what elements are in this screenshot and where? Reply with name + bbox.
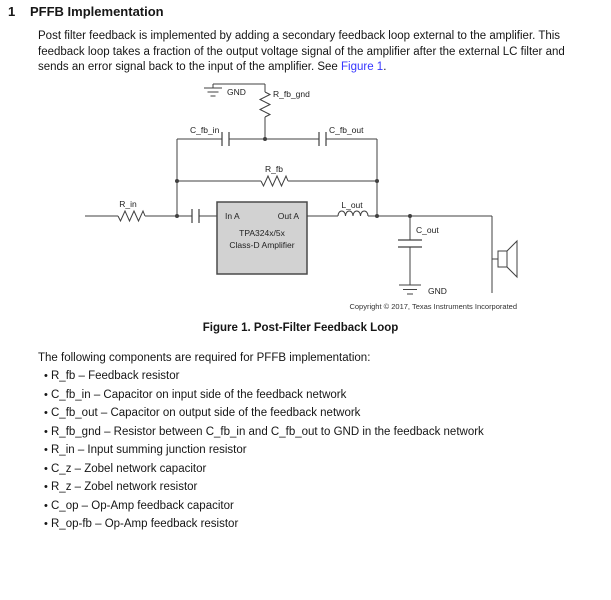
figure-caption: Figure 1. Post-Filter Feedback Loop [202,321,399,334]
label-gnd-bottom: GND [428,285,447,296]
list-item-text: C_op – Op-Amp feedback capacitor [51,499,234,512]
list-item [38,441,583,460]
intro-text-after: . [383,61,387,73]
section-title: PFFB Implementation [30,4,164,19]
label-amp-part: TPA324x/5x [239,227,285,238]
figure-1-link[interactable]: Figure 1 [341,61,384,73]
bullet-icon: • [44,481,48,493]
inductor-l-out [307,211,492,216]
label-out-a: Out A [277,210,299,221]
components-intro: The following components are required for PFFB implementation: [38,351,371,364]
label-r-fb-gnd: R_fb_gnd [273,88,310,99]
junction-dot [263,137,267,141]
list-item [38,386,583,405]
label-c-fb-out: C_fb_out [329,124,364,135]
bullet-icon: • [44,462,48,475]
list-item-text: R_fb_gnd – Resistor between C_fb_in and C_fb_out to GND in the feedback network [51,425,484,438]
list-item-text: C_fb_in – Capacitor on input side of the feedback network [51,388,347,401]
copyright-notice: Copyright © 2017, Texas Instruments Incorporated [349,301,517,311]
ground-symbol-top [204,84,222,96]
list-item [38,367,583,386]
list-item-text: C_z – Zobel network capacitor [51,462,207,475]
list-item [38,515,583,534]
section-heading [0,4,611,20]
list-item-text: R_fb – Feedback resistor [51,370,180,382]
bullet-icon: • [44,388,48,401]
list-item [38,423,583,442]
intro-paragraph [38,29,583,76]
label-c-out: C_out [416,224,439,235]
resistor-r-fb-gnd [260,84,270,139]
label-in-a: In A [225,210,240,221]
bullet-icon: • [44,370,48,382]
junction-dot [175,214,179,218]
list-item-text: R_op-fb – Op-Amp feedback resistor [51,518,239,530]
label-amp-type: Class-D Amplifier [229,239,295,250]
components-list [38,367,583,534]
junction-dot [375,179,379,183]
label-c-fb-in: C_fb_in [190,124,220,135]
list-item [38,460,583,479]
bullet-icon: • [44,518,48,530]
bullet-icon: • [44,407,48,419]
list-item-text: C_fb_out – Capacitor on output side of the feedback network [51,407,361,419]
resistor-r-fb [177,176,377,186]
ground-symbol-bottom [399,285,421,294]
list-item-text: R_z – Zobel network resistor [51,481,198,493]
speaker-icon [492,216,517,293]
circuit-diagram [0,81,611,313]
label-r-fb: R_fb [265,163,283,174]
capacitor-c-fb-in [222,132,229,146]
list-item [38,497,583,516]
label-r-in: R_in [119,198,137,209]
capacitor-input [192,209,217,223]
junction-dot [375,214,379,218]
capacitor-c-fb-out [319,132,326,146]
label-l-out: L_out [341,199,363,210]
bullet-icon: • [44,499,48,512]
list-item [38,404,583,423]
label-gnd-top: GND [227,86,246,97]
junction-dot [175,179,179,183]
intro-text-before: Post filter feedback is implemented by adding a secondary feedback loop external to the amplifier. This feedback loop takes a fraction of the output voltage signal of the amplifier after the external LC filter and sends an error signal back to the input of the amplifier. See [38,30,565,73]
components-section [38,349,583,534]
bullet-icon: • [44,425,48,438]
list-item [38,478,583,497]
section-number: 1 [8,4,16,19]
list-item-text: R_in – Input summing junction resistor [51,444,247,456]
bullet-icon: • [44,444,48,456]
